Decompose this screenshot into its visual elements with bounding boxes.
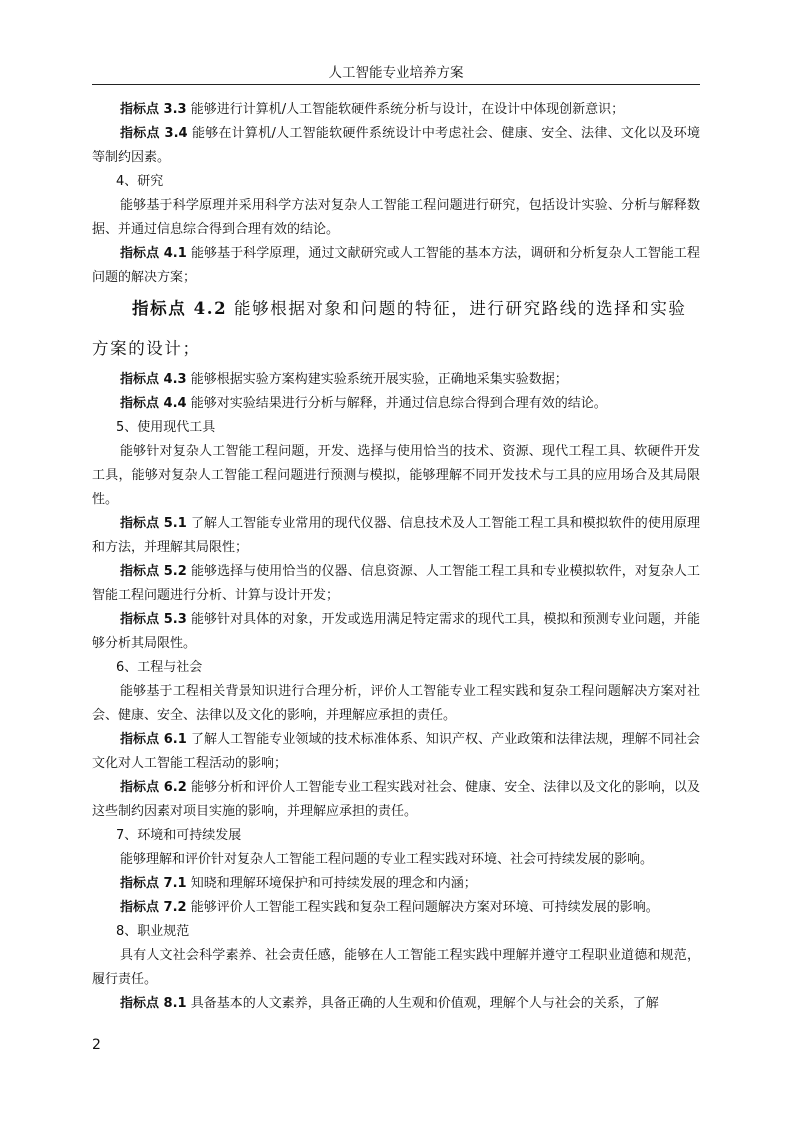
indicator-5-3: [92, 608, 700, 656]
indicator-label: 指标点 5.2: [120, 564, 187, 579]
indicator-text-line1: 能够根据对象和问题的特征，进行研究路线的选择和实验: [234, 299, 687, 318]
indicator-text-line2: 方案的设计；: [92, 339, 201, 358]
indicator-text: 知晓和理解环境保护和可持续发展的理念和内涵；: [190, 876, 477, 891]
indicator-text: 能够基于科学原理，通过文献研究或人工智能的基本方法，调研和分析复杂人工智能工程问题的解决方案；: [92, 246, 700, 285]
indicator-label: 指标点 3.4: [120, 126, 188, 141]
section-heading-environment: 7、环境和可持续发展: [116, 828, 242, 843]
section-heading-professional-norms: 8、职业规范: [116, 924, 190, 939]
indicator-4-1: [92, 242, 700, 290]
document-body: [92, 98, 700, 1016]
page-number: 2: [92, 1037, 101, 1053]
indicator-text: 能够分析和评价人工智能专业工程实践对社会、健康、安全、法律以及文化的影响，以及这些制约因素对项目实施的影响，并理解应承担的责任。: [92, 780, 700, 819]
indicator-text: 能够根据实验方案构建实验系统开展实验，正确地采集实验数据；: [190, 372, 568, 387]
indicator-4-3: [92, 368, 700, 392]
indicator-text: 能够评价人工智能工程实践和复杂工程问题解决方案对环境、可持续发展的影响。: [190, 900, 659, 915]
indicator-label: 指标点 7.1: [120, 876, 187, 891]
indicator-4-4: [92, 392, 700, 416]
indicator-text: 能够进行计算机/人工智能软硬件系统分析与设计，在设计中体现创新意识；: [190, 102, 625, 117]
indicator-text: 了解人工智能专业领域的技术标准体系、知识产权、产业政策和法律法规，理解不同社会文化对人工智能工程活动的影响；: [92, 732, 700, 771]
indicator-5-1: [92, 512, 700, 560]
indicator-label: 指标点 3.3: [120, 102, 187, 117]
indicator-text: 能够在计算机/人工智能软硬件系统设计中考虑社会、健康、安全、法律、文化以及环境等制约因素。: [92, 126, 700, 165]
indicator-4-2: [92, 296, 700, 362]
indicator-text: 具备基本的人文素养，具备正确的人生观和价值观，理解个人与社会的关系，了解: [190, 996, 659, 1011]
indicator-label: 指标点 4.4: [120, 396, 187, 411]
indicator-8-1: [92, 992, 700, 1016]
indicator-label: 指标点 5.1: [120, 516, 187, 531]
indicator-label: 指标点 8.1: [120, 996, 187, 1011]
indicator-label: 指标点 5.3: [120, 612, 187, 627]
requirement-environment: 能够理解和评价针对复杂人工智能工程问题的专业工程实践对环境、社会可持续发展的影响。: [120, 852, 654, 867]
indicator-text: 能够对实验结果进行分析与解释，并通过信息综合得到合理有效的结论。: [190, 396, 607, 411]
indicator-label: 指标点 4.1: [120, 246, 187, 261]
page-header-title: 人工智能专业培养方案: [328, 65, 464, 81]
indicator-text: 了解人工智能专业常用的现代仪器、信息技术及人工智能工程工具和模拟软件的使用原理和方法，并理解其局限性；: [92, 516, 700, 555]
requirement-modern-tools: 能够针对复杂人工智能工程问题，开发、选择与使用恰当的技术、资源、现代工程工具、软硬件开发工具，能够对复杂人工智能工程问题进行预测与模拟，能够理解不同开发技术与工具的应用场合及其局限性。: [92, 444, 700, 507]
requirement-research: 能够基于科学原理并采用科学方法对复杂人工智能工程问题进行研究，包括设计实验、分析与解释数据、并通过信息综合得到合理有效的结论。: [92, 198, 700, 237]
requirement-engineering-society: 能够基于工程相关背景知识进行合理分析，评价人工智能专业工程实践和复杂工程问题解决方案对社会、健康、安全、法律以及文化的影响，并理解应承担的责任。: [92, 684, 700, 723]
requirement-professional-norms: 具有人文社会科学素养、社会责任感，能够在人工智能工程实践中理解并遵守工程职业道德和规范，履行责任。: [92, 948, 700, 987]
indicator-label: 指标点 6.1: [120, 732, 187, 747]
indicator-3-4: [92, 122, 700, 170]
indicator-label: 指标点 6.2: [120, 780, 187, 795]
indicator-3-3: [92, 98, 700, 122]
header-divider: [92, 84, 700, 85]
section-heading-engineering-society: 6、工程与社会: [116, 660, 203, 675]
section-heading-research: 4、研究: [116, 174, 164, 189]
indicator-text: 能够针对具体的对象，开发或选用满足特定需求的现代工具，模拟和预测专业问题，并能够分析其局限性。: [92, 612, 700, 651]
indicator-7-1: [92, 872, 700, 896]
indicator-6-2: [92, 776, 700, 824]
indicator-6-1: [92, 728, 700, 776]
indicator-text: 能够选择与使用恰当的仪器、信息资源、人工智能工程工具和专业模拟软件，对复杂人工智能工程问题进行分析、计算与设计开发；: [92, 564, 700, 603]
indicator-7-2: [92, 896, 700, 920]
section-heading-modern-tools: 5、使用现代工具: [116, 420, 216, 435]
indicator-label: 指标点 7.2: [120, 900, 187, 915]
indicator-label: 指标点 4.2: [132, 299, 228, 318]
indicator-5-2: [92, 560, 700, 608]
indicator-label: 指标点 4.3: [120, 372, 187, 387]
